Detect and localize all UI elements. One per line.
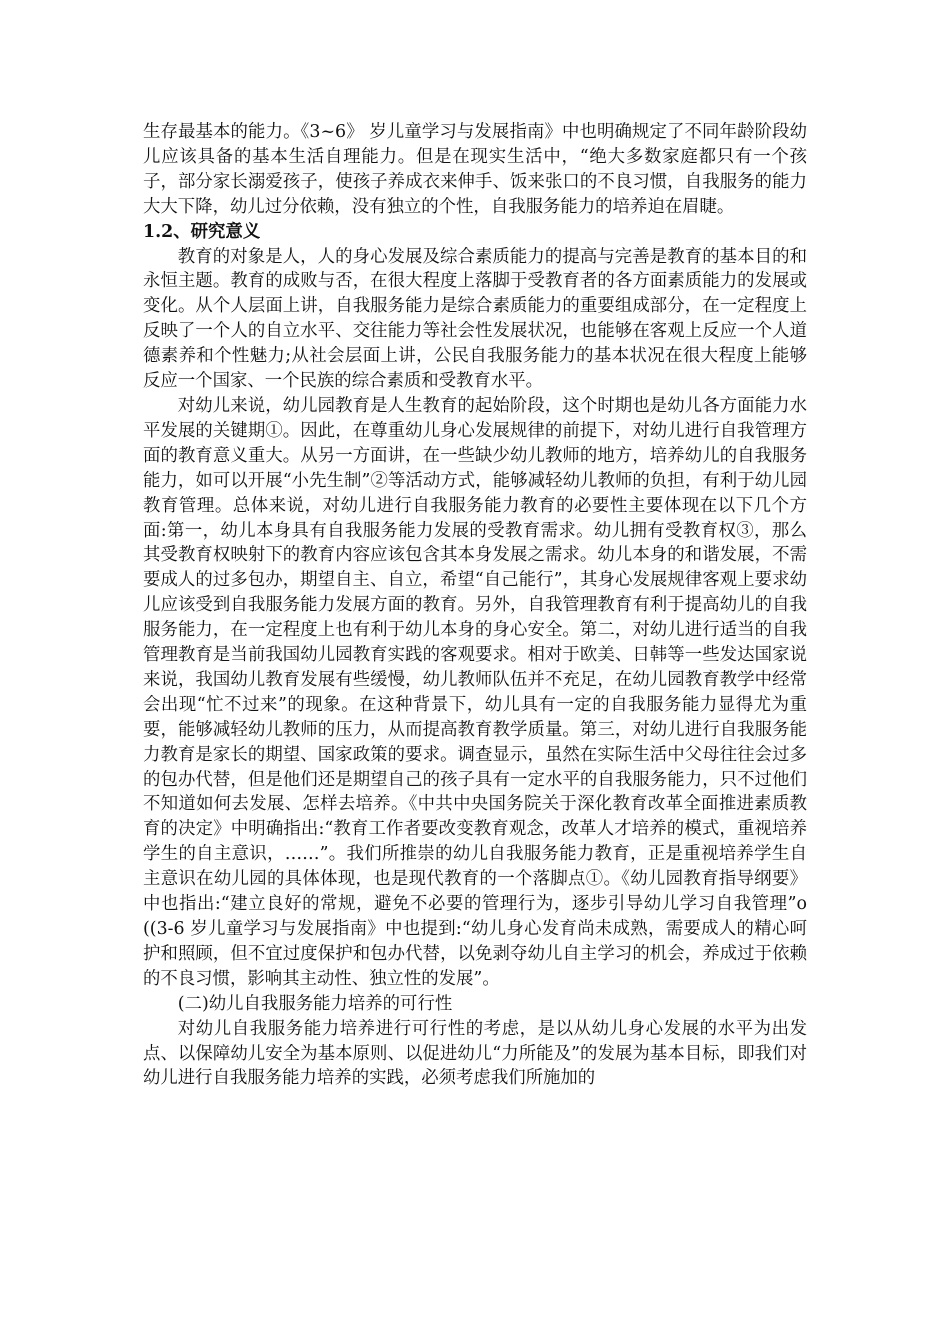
body-paragraph-feasibility: 对幼儿自我服务能力培养进行可行性的考虑，是以从幼儿身心发展的水平为出发点、以保障幼儿安全为基本原则、以促进幼儿“力所能及”的发展为基本目标，即我们对幼儿进行自我服务能力培养的实践，必须考虑我们所施加的 [143,1018,807,1089]
subsection-heading-feasibility: (二)幼儿自我服务能力培养的可行性 [177,993,453,1014]
body-paragraph-education-purpose: 教育的对象是人，人的身心发展及综合素质能力的提高与完善是教育的基本目的和永恒主题。教育的成败与否，在很大程度上落脚于受教育者的各方面素质能力的发展或变化。从个人层面上讲，自我服务能力是综合素质能力的重要组成部分，在一定程度上反映了一个人的自立水平、交往能力等社会性发展状况，也能够在客观上反应一个人道德素养和个性魅力;从社会层面上讲，公民自我服务能力的基本状况在很大程度上能够反应一个国家、一个民族的综合素质和受教育水平。 [143,246,807,392]
body-paragraph-continued: 生存最基本的能力。《3~6》 岁儿童学习与发展指南》中也明确规定了不同年龄阶段幼儿应该具备的基本生活自理能力。但是在现实生活中，“绝大多数家庭都只有一个孩子，部分家长溺爱孩子，使孩子养成衣来伸手、饭来张口的不良习惯，自我服务的能力大大下降，幼儿过分依赖，没有独立的个性，自我服务能力的培养迫在眉睫。 [143,122,807,217]
document-page [143,120,807,1091]
body-paragraph-kindergarten-education: 对幼儿来说，幼儿园教育是人生教育的起始阶段，这个时期也是幼儿各方面能力水平发展的关键期①。因此，在尊重幼儿身心发展规律的前提下，对幼儿进行自我管理方面的教育意义重大。从另一方面讲，在一些缺少幼儿教师的地方，培养幼儿的自我服务能力，如可以开展“小先生制”②等活动方式，能够减轻幼儿教师的负担，有利于幼儿园教育管理。总体来说，对幼儿进行自我服务能力教育的必要性主要体现在以下几个方面:第一，幼儿本身具有自我服务能力发展的受教育需求。幼儿拥有受教育权③，那么其受教育权映射下的教育内容应该包含其本身发展之需求。幼儿本身的和谐发展，不需要成人的过多包办，期望自主、自立，希望“自己能行”，其身心发展规律客观上要求幼儿应该受到自我服务能力发展方面的教育。另外，自我管理教育有利于提高幼儿的自我服务能力，在一定程度上也有利于幼儿本身的身心安全。第二，对幼儿进行适当的自我管理教育是当前我国幼儿园教育实践的客观要求。相对于欧美、日韩等一些发达国家说来说，我国幼儿教育发展有些缓慢，幼儿教师队伍并不充足，在幼儿园教育教学中经常会出现“忙不过来”的现象。在这种背景下，幼儿具有一定的自我服务能力显得尤为重要，能够减轻幼儿教师的压力，从而提高教育教学质量。第三，对幼儿进行自我服务能力教育是家长的期望、国家政策的要求。调查显示，虽然在实际生活中父母往往会过多的包办代替，但是他们还是期望自己的孩子具有一定水平的自我服务能力，只不过他们不知道如何去发展、怎样去培养。《中共中央国务院关于深化教育改革全面推进素质教育的决定》中明确指出:“教育工作者要改变教育观念，改革人才培养的模式，重视培养学生的自主意识，……”。我们所推崇的幼儿自我服务能力教育，正是重视培养学生自主意识在幼儿园的具体体现，也是现代教育的一个落脚点①。《幼儿园教育指导纲要》中也指出:“建立良好的常规，避免不必要的管理行为，逐步引导幼儿学习自我管理”o ((3-6 岁儿童学习与发展指南》中也提到:“幼儿身心发育尚未成熟，需要成人的精心呵护和照顾，但不宜过度保护和包办代替，以免剥夺幼儿自主学习的机会，养成过于依赖的不良习惯，影响其主动性、独立性的发展”。 [143,395,807,989]
section-heading-research-significance: 1.2、研究意义 [143,221,261,242]
